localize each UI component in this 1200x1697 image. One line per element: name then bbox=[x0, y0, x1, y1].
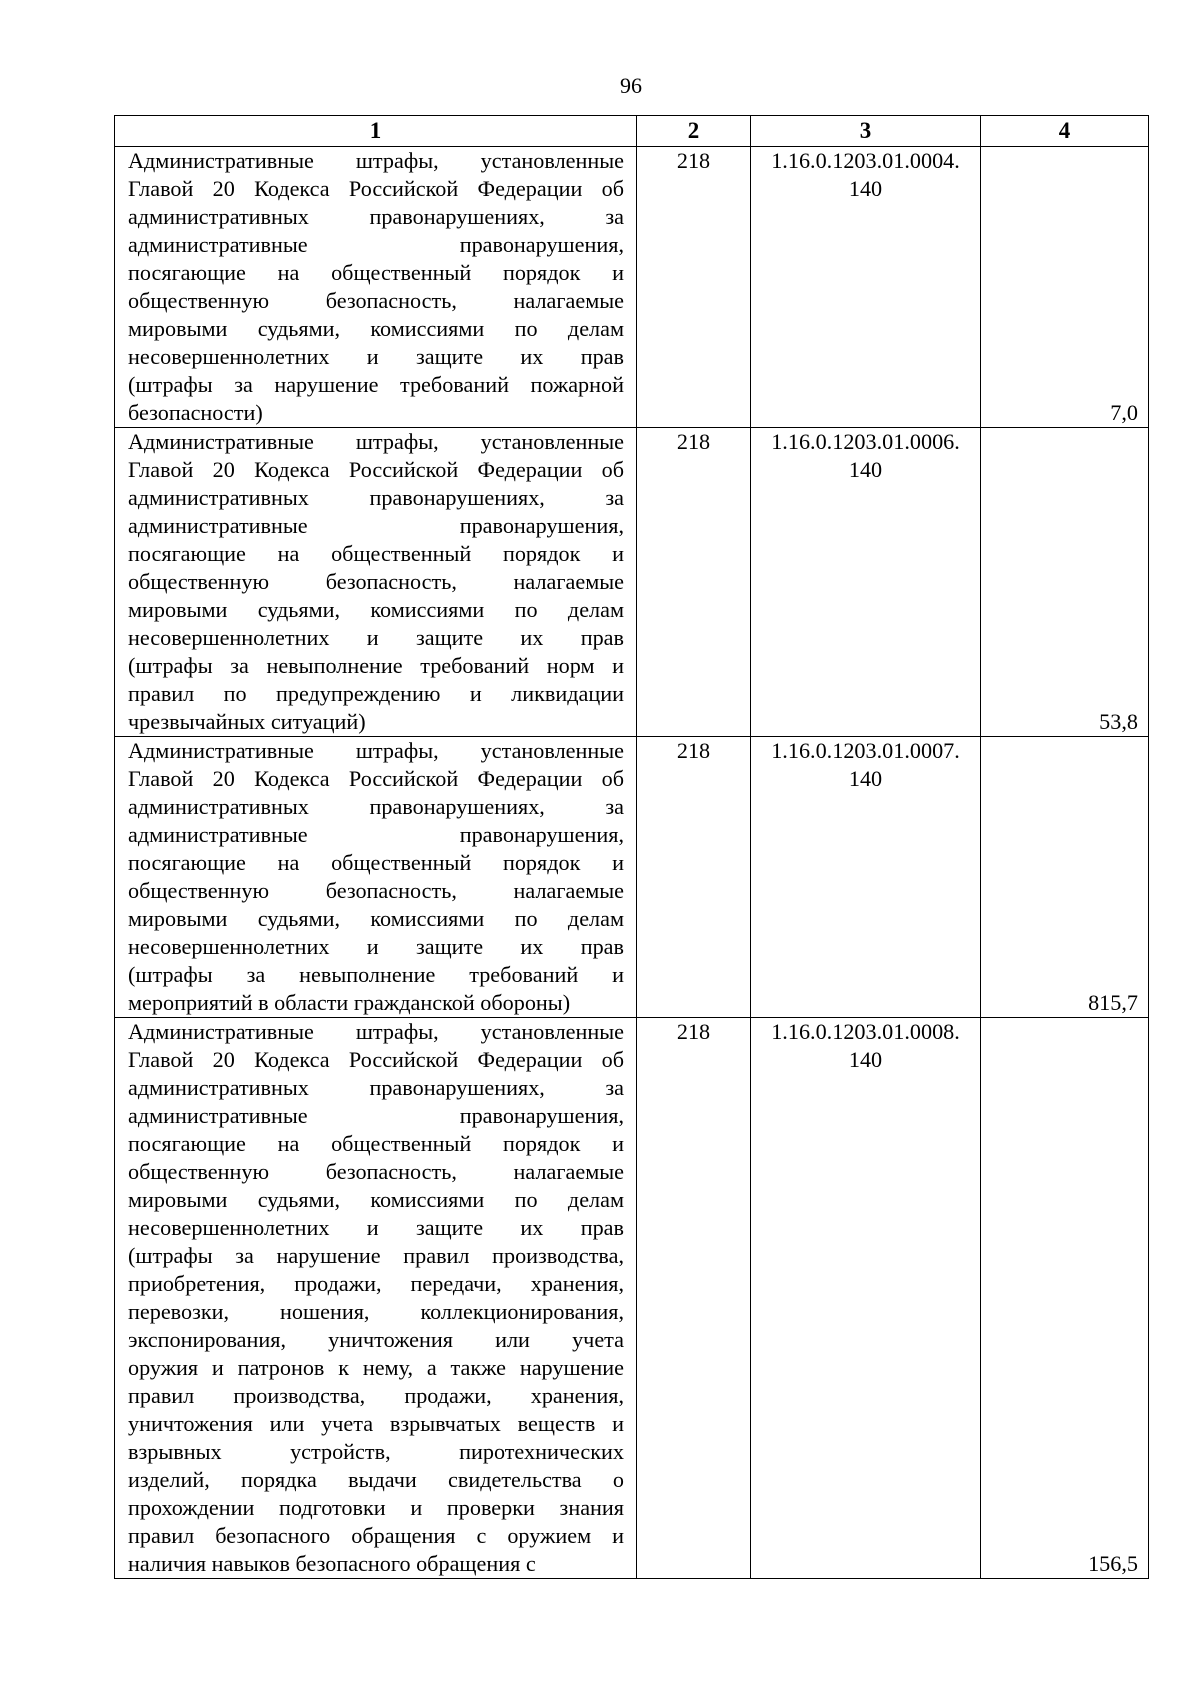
description-line: Административные штрафы, установленные bbox=[128, 148, 624, 173]
description-line: взрывных устройств, пиротехнических bbox=[128, 1439, 624, 1464]
description-line: общественную безопасность, налагаемые bbox=[128, 288, 624, 313]
description-line: административные правонарушения, bbox=[128, 513, 624, 538]
description-line: прохождении подготовки и проверки знания bbox=[128, 1495, 624, 1520]
description-line: мировыми судьями, комиссиями по делам bbox=[128, 316, 624, 341]
description-line: Главой 20 Кодекса Российской Федерации об bbox=[128, 457, 624, 482]
description-cell bbox=[115, 1018, 637, 1579]
description-line: административные правонарушения, bbox=[128, 232, 624, 257]
description-cell bbox=[115, 147, 637, 428]
kbk-code-line2: 140 bbox=[848, 176, 883, 201]
description-line: Главой 20 Кодекса Российской Федерации об bbox=[128, 176, 624, 201]
kbk-code-cell bbox=[751, 1018, 981, 1579]
kbk-code-cell bbox=[751, 428, 981, 737]
description-line: несовершеннолетних и защите их прав bbox=[128, 1215, 624, 1240]
column-header-2: 2 bbox=[637, 116, 751, 147]
description-line: (штрафы за невыполнение требований норм и bbox=[128, 653, 624, 678]
kbk-code-line1: 1.16.0.1203.01.0006. bbox=[771, 429, 960, 454]
kbk-code-line2: 140 bbox=[848, 766, 883, 791]
description-line: перевозки, ношения, коллекционирования, bbox=[128, 1299, 624, 1324]
description-line: Главой 20 Кодекса Российской Федерации об bbox=[128, 1047, 624, 1072]
description-line: посягающие на общественный порядок и bbox=[128, 260, 624, 285]
description-line: (штрафы за нарушение требований пожарной bbox=[128, 372, 624, 397]
amount-cell: 7,0 bbox=[981, 147, 1149, 428]
kbk-code-line1: 1.16.0.1203.01.0007. bbox=[771, 738, 960, 763]
kbk-code-line2: 140 bbox=[848, 457, 883, 482]
column-header-1: 1 bbox=[115, 116, 637, 147]
amount-cell: 815,7 bbox=[981, 737, 1149, 1018]
table-row bbox=[115, 737, 1149, 1018]
description-line: изделий, порядка выдачи свидетельства о bbox=[128, 1467, 624, 1492]
table-row bbox=[115, 147, 1149, 428]
description-line: наличия навыков безопасного обращения с bbox=[128, 1551, 536, 1576]
description-line: Административные штрафы, установленные bbox=[128, 738, 624, 763]
description-line: Административные штрафы, установленные bbox=[128, 429, 624, 454]
kbk-code-cell bbox=[751, 147, 981, 428]
admin-code-cell: 218 bbox=[637, 147, 751, 428]
description-line: правил по предупреждению и ликвидации bbox=[128, 681, 624, 706]
column-header-3: 3 bbox=[751, 116, 981, 147]
amount-cell: 156,5 bbox=[981, 1018, 1149, 1579]
description-line: мировыми судьями, комиссиями по делам bbox=[128, 597, 624, 622]
description-line: правил производства, продажи, хранения, bbox=[128, 1383, 624, 1408]
description-line: оружия и патронов к нему, а также нарушение bbox=[128, 1355, 624, 1380]
description-line: несовершеннолетних и защите их прав bbox=[128, 344, 624, 369]
description-line: приобретения, продажи, передачи, хранения, bbox=[128, 1271, 624, 1296]
page-number: 96 bbox=[620, 73, 642, 98]
admin-code-cell: 218 bbox=[637, 737, 751, 1018]
table-header-row bbox=[115, 116, 1149, 147]
description-line: мировыми судьями, комиссиями по делам bbox=[128, 906, 624, 931]
description-line: административные правонарушения, bbox=[128, 822, 624, 847]
description-line: мероприятий в области гражданской обороны) bbox=[128, 990, 571, 1015]
description-line: несовершеннолетних и защите их прав bbox=[128, 934, 624, 959]
description-line: уничтожения или учета взрывчатых веществ и bbox=[128, 1411, 624, 1436]
description-line: административных правонарушениях, за bbox=[128, 204, 624, 229]
description-line: чрезвычайных ситуаций) bbox=[128, 709, 366, 734]
description-cell bbox=[115, 428, 637, 737]
description-line: административных правонарушениях, за bbox=[128, 794, 624, 819]
budget-table bbox=[114, 115, 1149, 1579]
description-line: несовершеннолетних и защите их прав bbox=[128, 625, 624, 650]
column-header-4: 4 bbox=[981, 116, 1149, 147]
admin-code-cell: 218 bbox=[637, 1018, 751, 1579]
description-line: Главой 20 Кодекса Российской Федерации об bbox=[128, 766, 624, 791]
description-line: посягающие на общественный порядок и bbox=[128, 541, 624, 566]
kbk-code-line1: 1.16.0.1203.01.0004. bbox=[771, 148, 960, 173]
table-row bbox=[115, 1018, 1149, 1579]
amount-cell: 53,8 bbox=[981, 428, 1149, 737]
description-line: безопасности) bbox=[128, 400, 263, 425]
description-line: Административные штрафы, установленные bbox=[128, 1019, 624, 1044]
description-line: административных правонарушениях, за bbox=[128, 485, 624, 510]
kbk-code-line1: 1.16.0.1203.01.0008. bbox=[771, 1019, 960, 1044]
description-line: общественную безопасность, налагаемые bbox=[128, 1159, 624, 1184]
description-line: экспонирования, уничтожения или учета bbox=[128, 1327, 624, 1352]
table-row bbox=[115, 428, 1149, 737]
description-line: мировыми судьями, комиссиями по делам bbox=[128, 1187, 624, 1212]
table-body bbox=[115, 147, 1149, 1579]
description-line: (штрафы за невыполнение требований и bbox=[128, 962, 624, 987]
description-line: общественную безопасность, налагаемые bbox=[128, 569, 624, 594]
kbk-code-cell bbox=[751, 737, 981, 1018]
description-line: посягающие на общественный порядок и bbox=[128, 850, 624, 875]
description-cell bbox=[115, 737, 637, 1018]
description-line: общественную безопасность, налагаемые bbox=[128, 878, 624, 903]
description-line: правил безопасного обращения с оружием и bbox=[128, 1523, 624, 1548]
admin-code-cell: 218 bbox=[637, 428, 751, 737]
kbk-code-line2: 140 bbox=[848, 1047, 883, 1072]
description-line: административных правонарушениях, за bbox=[128, 1075, 624, 1100]
description-line: административные правонарушения, bbox=[128, 1103, 624, 1128]
description-line: посягающие на общественный порядок и bbox=[128, 1131, 624, 1156]
description-line: (штрафы за нарушение правил производства, bbox=[128, 1243, 624, 1268]
